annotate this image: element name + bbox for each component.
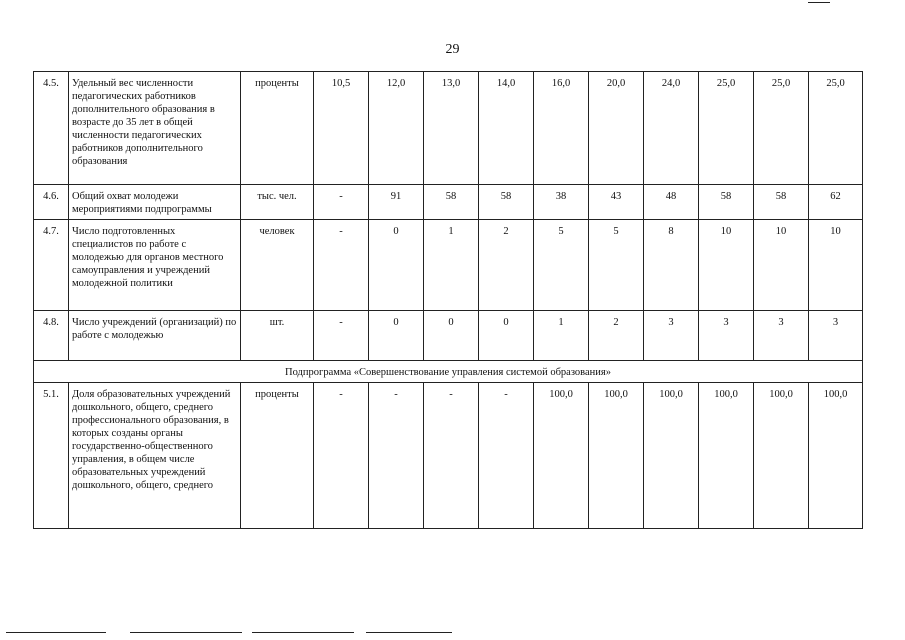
- table-body: [34, 72, 863, 529]
- value-cell: 100,0: [699, 383, 754, 529]
- value-cell: 3: [644, 311, 699, 361]
- scan-mark-bottom-1: [6, 632, 106, 633]
- value-cell: 5: [534, 220, 589, 311]
- value-cell: 100,0: [809, 383, 863, 529]
- value-cell: 43: [589, 185, 644, 220]
- value-cell: 12,0: [369, 72, 424, 185]
- unit-cell: тыс. чел.: [241, 185, 314, 220]
- value-cell: 14,0: [479, 72, 534, 185]
- scan-mark-top-right: [808, 2, 830, 3]
- value-cell: 20,0: [589, 72, 644, 185]
- indicator-name: Удельный вес численности педагогических работников дополнительного образования в возрасте до 35 лет в общей численности педагогических работников дополнительного образования: [69, 72, 241, 185]
- value-cell: 100,0: [589, 383, 644, 529]
- value-cell: -: [314, 383, 369, 529]
- value-cell: 58: [754, 185, 809, 220]
- value-cell: 25,0: [809, 72, 863, 185]
- value-cell: 10: [699, 220, 754, 311]
- value-cell: 48: [644, 185, 699, 220]
- row-number: 4.5.: [34, 72, 69, 185]
- scan-mark-bottom-3: [252, 632, 354, 633]
- indicators-table: [33, 71, 863, 529]
- scan-mark-bottom-4: [366, 632, 452, 633]
- row-number: 4.8.: [34, 311, 69, 361]
- indicator-name: Число подготовленных специалистов по работе с молодежью для органов местного самоуправления и учреждений молодежной политики: [69, 220, 241, 311]
- value-cell: -: [479, 383, 534, 529]
- table-row: [34, 72, 863, 185]
- unit-cell: шт.: [241, 311, 314, 361]
- value-cell: 8: [644, 220, 699, 311]
- section-title: Подпрограмма «Совершенствование управления системой образования»: [34, 361, 863, 383]
- table-row: [34, 220, 863, 311]
- value-cell: 1: [424, 220, 479, 311]
- value-cell: 91: [369, 185, 424, 220]
- value-cell: 10,5: [314, 72, 369, 185]
- value-cell: 0: [369, 311, 424, 361]
- table-row: [34, 185, 863, 220]
- value-cell: 3: [699, 311, 754, 361]
- unit-cell: проценты: [241, 72, 314, 185]
- section-row: [34, 361, 863, 383]
- value-cell: -: [369, 383, 424, 529]
- value-cell: 10: [809, 220, 863, 311]
- value-cell: 100,0: [644, 383, 699, 529]
- value-cell: -: [424, 383, 479, 529]
- unit-cell: человек: [241, 220, 314, 311]
- value-cell: 100,0: [534, 383, 589, 529]
- indicator-name: Доля образовательных учреждений дошкольного, общего, среднего профессионального образования, в которых созданы органы государственно-общественного управления, в общем числе образовательных учреждений дошкольного, общего, среднего: [69, 383, 241, 529]
- value-cell: 13,0: [424, 72, 479, 185]
- value-cell: 58: [479, 185, 534, 220]
- value-cell: 0: [479, 311, 534, 361]
- value-cell: 0: [369, 220, 424, 311]
- value-cell: 25,0: [699, 72, 754, 185]
- value-cell: 100,0: [754, 383, 809, 529]
- value-cell: 3: [809, 311, 863, 361]
- value-cell: 16,0: [534, 72, 589, 185]
- scan-mark-bottom-2: [130, 632, 242, 633]
- value-cell: 0: [424, 311, 479, 361]
- value-cell: 1: [534, 311, 589, 361]
- value-cell: 58: [699, 185, 754, 220]
- page-number: 29: [445, 42, 460, 57]
- table-row: [34, 311, 863, 361]
- value-cell: 10: [754, 220, 809, 311]
- row-number: 4.6.: [34, 185, 69, 220]
- value-cell: 58: [424, 185, 479, 220]
- value-cell: -: [314, 311, 369, 361]
- value-cell: 2: [589, 311, 644, 361]
- value-cell: 62: [809, 185, 863, 220]
- value-cell: 24,0: [644, 72, 699, 185]
- value-cell: 2: [479, 220, 534, 311]
- value-cell: -: [314, 185, 369, 220]
- table-row: [34, 383, 863, 529]
- value-cell: 25,0: [754, 72, 809, 185]
- value-cell: 38: [534, 185, 589, 220]
- indicator-name: Число учреждений (организаций) по работе с молодежью: [69, 311, 241, 361]
- value-cell: 5: [589, 220, 644, 311]
- row-number: 4.7.: [34, 220, 69, 311]
- value-cell: 3: [754, 311, 809, 361]
- unit-cell: проценты: [241, 383, 314, 529]
- value-cell: -: [314, 220, 369, 311]
- row-number: 5.1.: [34, 383, 69, 529]
- indicator-name: Общий охват молодежи мероприятиями подпрограммы: [69, 185, 241, 220]
